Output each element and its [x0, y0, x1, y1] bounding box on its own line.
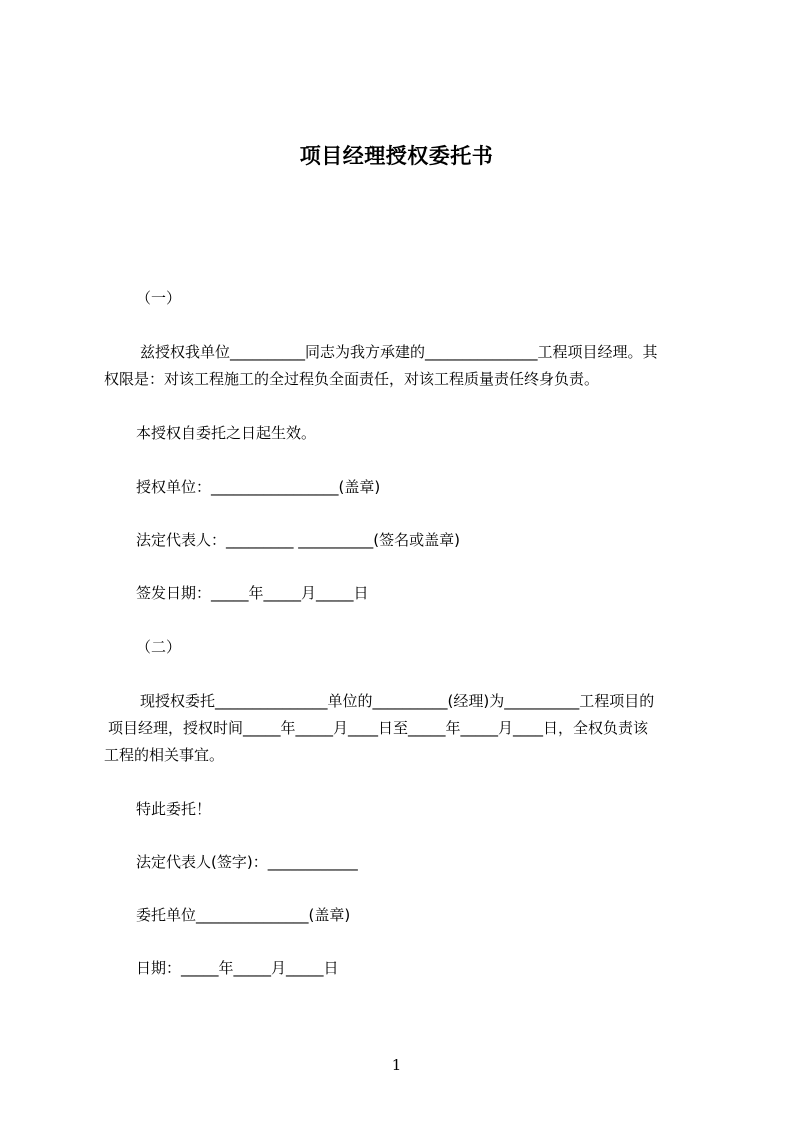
legal-representative-line: 法定代表人：_________ __________(签名或盖章)	[136, 531, 460, 549]
legal-representative-signature-line: 法定代表人(签字)：____________	[136, 853, 358, 871]
section-one-label: （一）	[136, 289, 182, 307]
entrusting-unit-line: 委托单位_______________(盖章)	[136, 906, 351, 924]
section-one-paragraph-line-2: 权限是：对该工程施工的全过程负全面责任，对该工程质量责任终身负责。	[104, 370, 600, 388]
special-entrustment-line: 特此委托！	[136, 800, 212, 818]
effective-statement: 本授权自委托之日起生效。	[136, 424, 317, 442]
section-two-label: （二）	[136, 638, 182, 656]
date-line: 日期：_____年_____月_____日	[136, 959, 339, 977]
document-title: 项目经理授权委托书	[299, 144, 494, 168]
issue-date-line: 签发日期：_____年_____月_____日	[136, 584, 369, 602]
page-number: 1	[391, 1056, 402, 1074]
section-two-paragraph-line-3: 工程的相关事宜。	[104, 746, 225, 764]
section-one-paragraph-line-1: 兹授权我单位__________同志为我方承建的_______________工程项目经理。其	[140, 343, 658, 361]
section-two-paragraph-line-2: 项目经理，授权时间_____年_____月____日至_____年_____月____日，全权负责该	[108, 719, 649, 737]
authorizing-unit-line: 授权单位：_________________(盖章)	[136, 478, 381, 496]
section-two-paragraph-line-1: 现授权委托_______________单位的__________(经理)为__________工程项目的	[140, 692, 655, 710]
